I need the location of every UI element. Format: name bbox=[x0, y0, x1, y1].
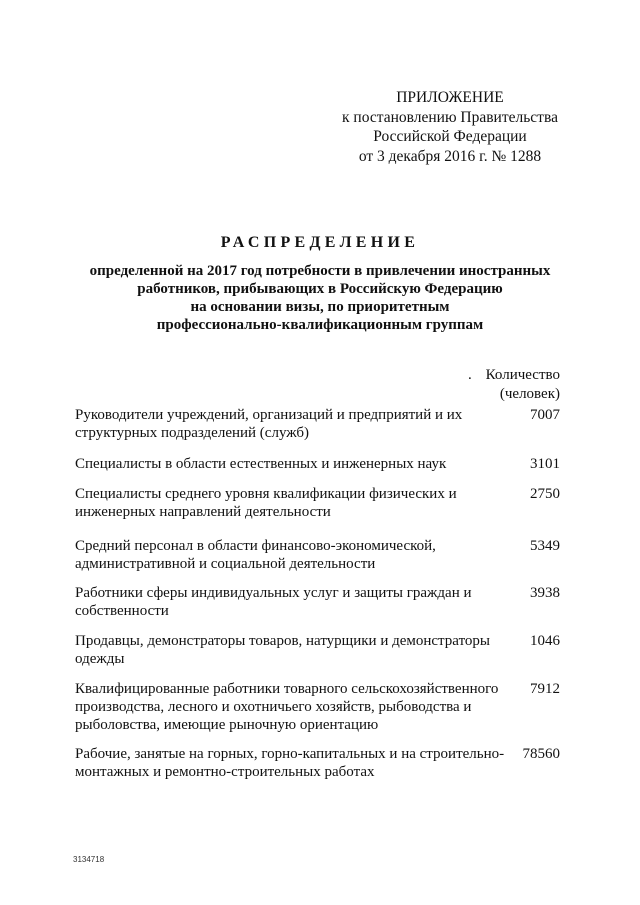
label-line: Руководители учреждений, организаций и предприятий и их bbox=[75, 407, 463, 423]
label-line: Продавцы, демонстраторы товаров, натурщики и демонстраторы bbox=[75, 633, 491, 649]
subtitle-line: профессионально-квалификационным группам bbox=[156, 317, 484, 333]
group-label bbox=[75, 680, 515, 734]
list-item bbox=[75, 745, 565, 781]
label-line: собственности bbox=[75, 603, 169, 619]
label-line: монтажных и ремонтно-строительных работах bbox=[75, 764, 375, 780]
group-label bbox=[75, 632, 515, 668]
list-item bbox=[75, 455, 565, 473]
list-item bbox=[75, 584, 565, 620]
label-line: одежды bbox=[75, 651, 125, 667]
group-value: 5349 bbox=[530, 538, 560, 554]
group-value: 3101 bbox=[530, 456, 560, 472]
appendix-line: к постановлению Правительства bbox=[342, 108, 558, 126]
group-value: 3938 bbox=[530, 585, 560, 601]
group-value: 1046 bbox=[530, 633, 560, 649]
label-line: структурных подразделений (служб) bbox=[75, 425, 310, 441]
appendix-date-number: от 3 декабря 2016 г. № 1288 bbox=[358, 147, 542, 165]
group-label bbox=[75, 406, 515, 442]
list-item bbox=[75, 632, 565, 668]
appendix-heading: ПРИЛОЖЕНИЕ bbox=[396, 89, 504, 106]
group-label bbox=[75, 745, 515, 781]
document-subtitle bbox=[60, 262, 580, 334]
list-item bbox=[75, 485, 565, 521]
group-label bbox=[75, 584, 515, 620]
label-line: Рабочие, занятые на горных, горно-капитальных и на строительно- bbox=[75, 746, 505, 762]
subtitle-line: определенной на 2017 год потребности в привлечении иностранных bbox=[89, 263, 551, 279]
group-value: 2750 bbox=[530, 486, 560, 502]
label-line: Специалисты в области естественных и инженерных наук bbox=[75, 456, 447, 472]
list-item bbox=[75, 537, 565, 573]
appendix-block bbox=[330, 88, 570, 166]
subtitle-line: на основании визы, по приоритетным bbox=[190, 299, 450, 315]
group-value: 78560 bbox=[522, 746, 560, 762]
subtitle-line: работников, прибывающих в Российскую Федерацию bbox=[137, 281, 503, 297]
label-line: производства, лесного и охотничьего хозяйств, рыбоводства и bbox=[75, 699, 472, 715]
header-dot: . bbox=[468, 367, 472, 383]
label-line: рыболовства, имеющие рыночную ориентацию bbox=[75, 717, 379, 733]
header-line: Количество bbox=[485, 367, 560, 383]
label-line: Специалисты среднего уровня квалификации физических и bbox=[75, 486, 457, 502]
group-value: 7007 bbox=[530, 407, 560, 423]
label-line: инженерных направлений деятельности bbox=[75, 504, 331, 520]
group-label bbox=[75, 485, 515, 521]
list-item bbox=[75, 406, 565, 442]
header-line: (человек) bbox=[499, 386, 560, 402]
appendix-line: Российской Федерации bbox=[373, 128, 527, 145]
document-code: 3134718 bbox=[73, 855, 105, 864]
group-label bbox=[75, 455, 515, 473]
label-line: Квалифицированные работники товарного сельскохозяйственного bbox=[75, 681, 499, 697]
group-label bbox=[75, 537, 515, 573]
label-line: Средний персонал в области финансово-экономической, bbox=[75, 538, 436, 554]
document-title: РАСПРЕДЕЛЕНИЕ bbox=[220, 234, 420, 251]
list-item bbox=[75, 680, 565, 734]
label-line: Работники сферы индивидуальных услуг и защиты граждан и bbox=[75, 585, 472, 601]
quantity-column-header bbox=[440, 366, 560, 404]
group-value: 7912 bbox=[530, 681, 560, 697]
label-line: административной и социальной деятельности bbox=[75, 556, 376, 572]
